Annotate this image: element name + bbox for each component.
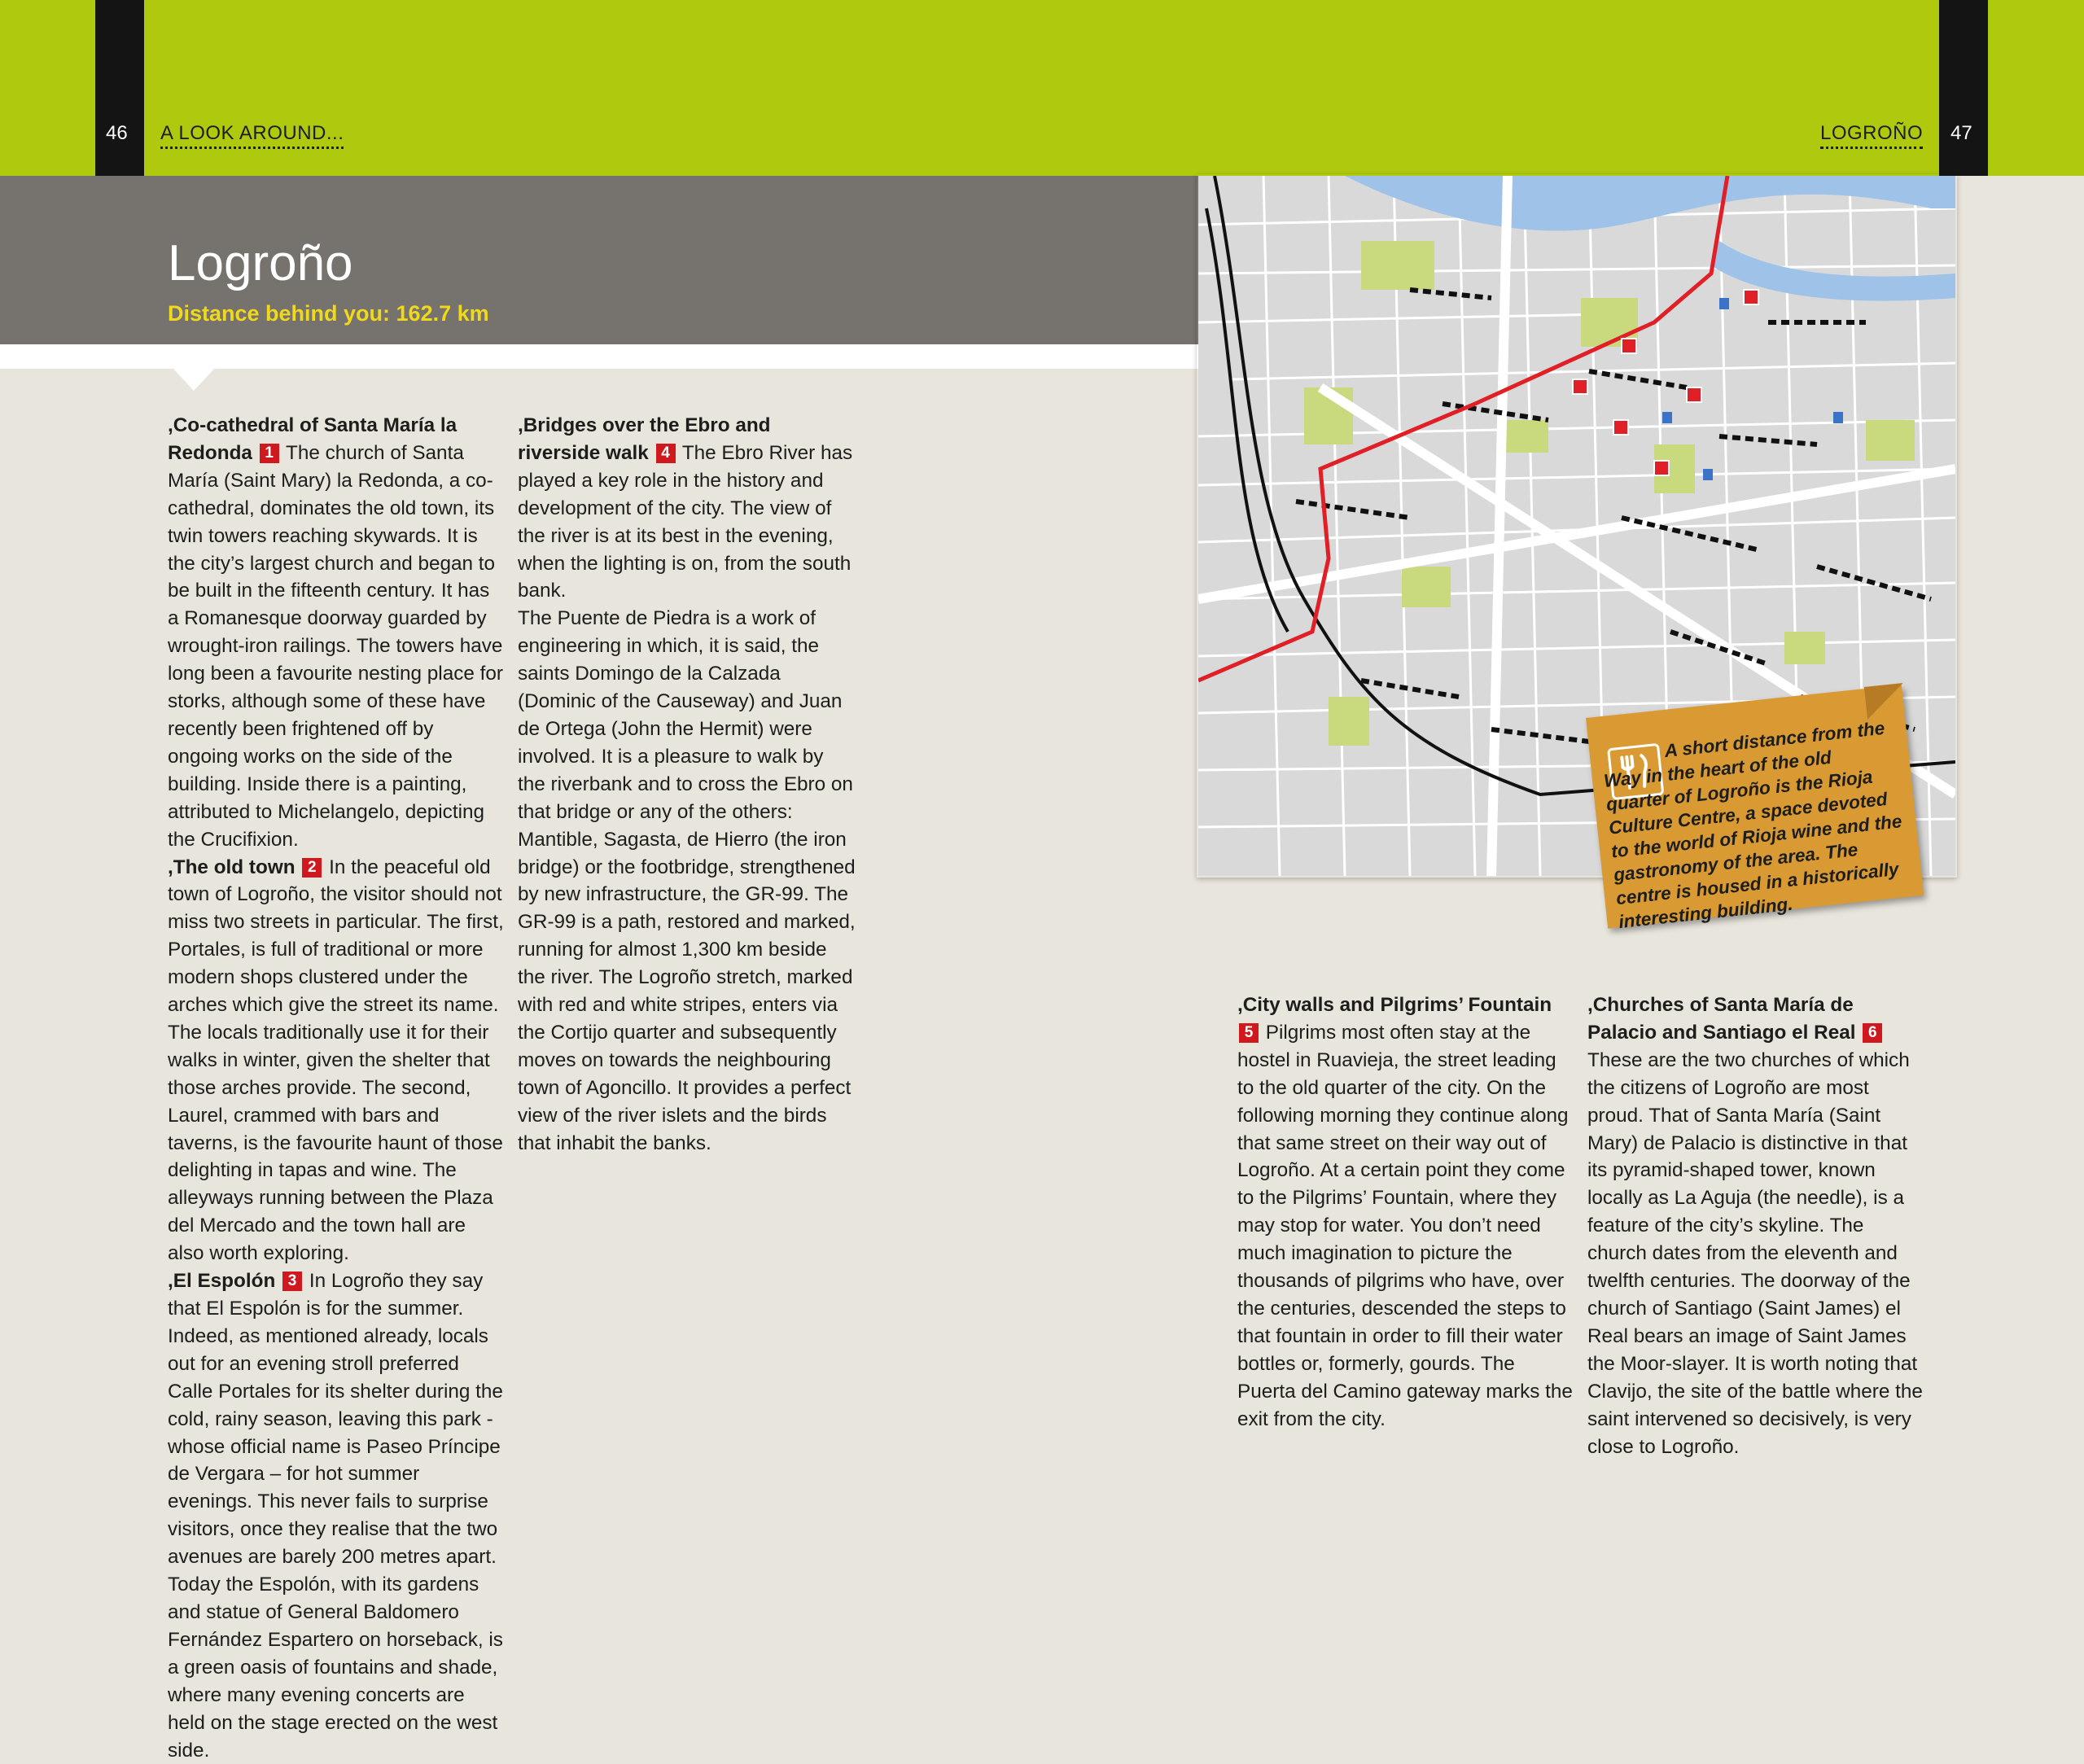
distance-subtitle: Distance behind you: 162.7 km (168, 301, 489, 326)
section-heading: ,The old town (168, 856, 296, 878)
section-heading: ,Co-cathedral of Santa María la Redonda (168, 414, 458, 464)
page-title: Logroño (168, 235, 353, 291)
left-page-tab (95, 0, 144, 176)
text-column-2 (518, 412, 856, 1157)
section-heading: ,Churches of Santa María de Palacio and Santiago el Real (1587, 994, 1856, 1044)
note-fold (1864, 683, 1907, 720)
section-heading: ,City walls and Pilgrims’ Fountain (1237, 994, 1552, 1016)
section-heading: ,Bridges over the Ebro and riverside walk (518, 414, 771, 464)
white-strip (0, 344, 1198, 369)
section-text: These are the two churches of which the citizens of Logroño are most proud. That of Santa María (Saint Mary) de Palacio is distinctive in that its pyramid-shaped tower, known locally as La Aguja (the needle), is a feature of the city’s skyline. The church dates from the eleventh and twelfth centuries. The doorway of the church of Santiago (Saint James) el Real bears an image of Saint James the Moor-slayer. It is worth noting that Clavijo, the site of the battle where the saint intervened so decisively, is very close to Logroño. (1587, 1048, 1923, 1458)
left-running-head: A LOOK AROUND... (160, 122, 344, 149)
section-churches (1587, 991, 1925, 1460)
map-marker-badge: 6 (1863, 1023, 1882, 1043)
section-bridges-continued: The Puente de Piedra is a work of engineering in which, it is said, the saints Domingo de la Calzada (Dominic of the Causeway) and Juan de Ortega (John the Hermit) were involved. It is a pleasure to walk by the riverbank and to cross the Ebro on that bridge or any of the others: Mantible, Sagasta, de Hierro (the iron bridge) or the footbridge, strengthened by new infrastructure, the GR-99. The GR-99 is a path, restored and marked, running for almost 1,300 km beside the river. The Logroño stretch, marked with red and white stripes, enters via the Cortijo quarter and subsequently moves on towards the neighbouring town of Agoncillo. It provides a perfect view of the river islets and the birds that inhabit the banks. (518, 607, 856, 1154)
section-bridges (518, 412, 856, 605)
map-marker-badge: 2 (302, 858, 322, 878)
map-marker-badge: 5 (1239, 1023, 1259, 1043)
section-text: In the peaceful old town of Logroño, the visitor should not miss two streets in particular. The first, Portales, is full of traditional or more modern shops clustered under the arches which give the street its name. The locals traditionally use it for their walks in winter, given the shelter that those arches provide. The second, Laurel, crammed with bars and taverns, is the favourite haunt of those delighting in tapas and wine. The alleyways running between the Plaza del Mercado and the town hall are also worth exploring. (168, 856, 504, 1265)
section-text: The Ebro River has played a key role in the history and development of the city. The view of the river is at its best in the evening, when the lighting is on, from the south bank. (518, 441, 853, 602)
note-text: A short distance from the Way in the heart of the old quarter of Logroño is the Rioja Culture Centre, a space devoted to the world of Rioja wine and the gastronomy of the area. The centre is housed in a historically interesting building. (1602, 717, 1903, 933)
map-marker-badge: 3 (282, 1272, 302, 1291)
section-city-walls (1237, 991, 1575, 1434)
section-co-cathedral (168, 412, 506, 854)
text-column-1 (168, 412, 506, 1764)
tip-note (1586, 685, 1924, 933)
section-el-espolon (168, 1267, 506, 1764)
section-old-town (168, 854, 506, 1268)
right-running-head: LOGROÑO (1820, 122, 1923, 149)
band-notch (173, 368, 215, 391)
map-marker-badge: 4 (656, 444, 676, 463)
right-page-number: 47 (1950, 122, 1972, 144)
section-text: The church of Santa María (Saint Mary) la Redonda, a co-cathedral, dominates the old town, its twin towers reaching skywards. It is the city’s largest church and began to be built in the fifteenth century. It has a Romanesque doorway guarded by wrought-iron railings. The towers have long been a favourite nesting place for storks, although some of these have recently been frightened off by ongoing works on the side of the building. Inside there is a painting, attributed to Michelangelo, depicting the Crucifixion. (168, 441, 503, 851)
right-page-tab (1939, 0, 1988, 176)
text-column-4 (1587, 991, 1925, 1460)
top-banner (0, 0, 2084, 176)
map-marker-badge: 1 (260, 444, 279, 463)
section-text: Pilgrims most often stay at the hostel in Ruavieja, the street leading to the old quarter of the city. On the following morning they continue along that same street on their way out of Logroño. At a certain point they come to the Pilgrims’ Fountain, where they may stop for water. You don’t need much imagination to picture the thousands of pilgrims who have, over the centuries, descended the steps to that fountain in order to fill their water bottles or, formerly, gourds. The Puerta del Camino gateway marks the exit from the city. (1237, 1021, 1573, 1430)
section-text: In Logroño they say that El Espolón is for the summer. Indeed, as mentioned already, locals out for an evening stroll preferred Calle Portales for its shelter during the cold, rainy season, leaving this park - whose official name is Paseo Príncipe de Vergara – for hot summer evenings. This never fails to surprise visitors, once they realise that the two avenues are barely 200 metres apart. Today the Espolón, with its gardens and statue of General Baldomero Fernández Espartero on horseback, is a green oasis of fountains and shade, where many evening concerts are held on the stage erected on the west side. (168, 1270, 503, 1762)
left-page-number: 46 (106, 122, 128, 144)
text-column-3 (1237, 991, 1575, 1434)
section-heading: ,El Espolón (168, 1270, 276, 1293)
